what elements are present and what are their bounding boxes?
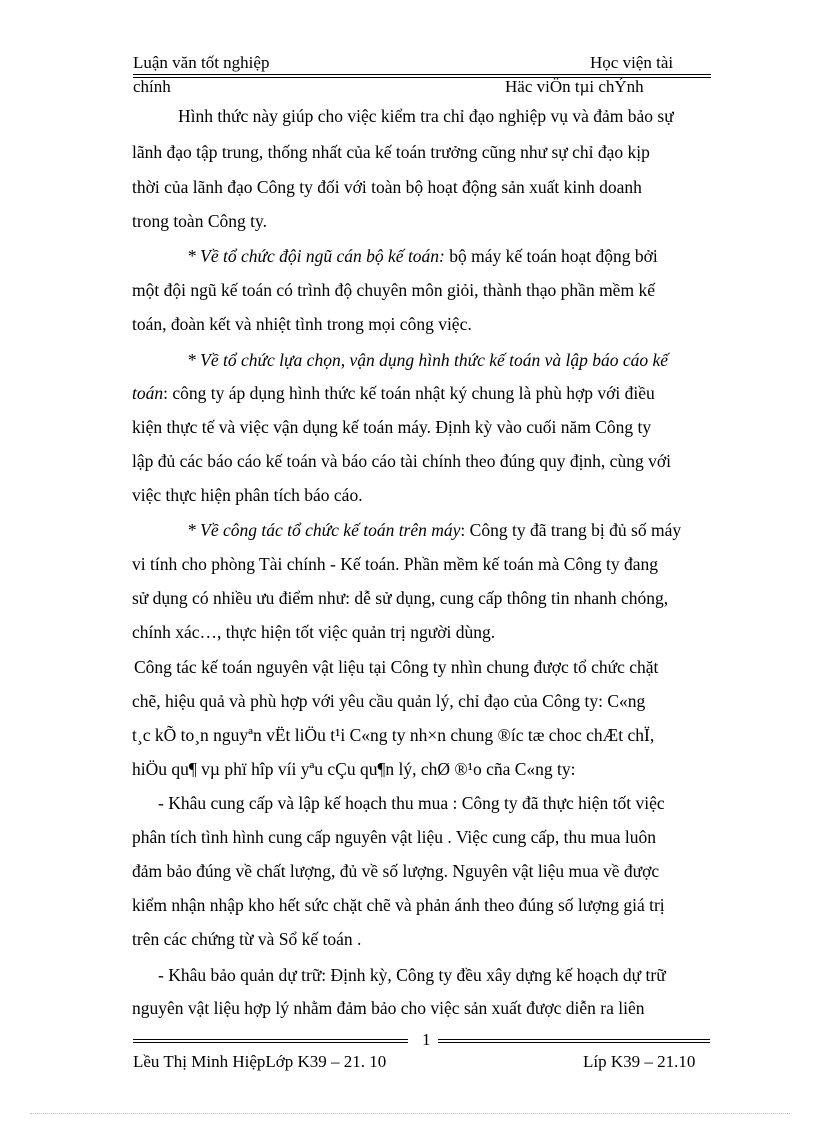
footer-rule-left-a bbox=[133, 1039, 408, 1040]
p3-line-3: kiện thực tế và việc vận dụng kế toán máy. Định kỳ vào cuối năm Công ty bbox=[132, 417, 652, 437]
p4-italic-lead: * Về công tác tổ chức kế toán trên máy bbox=[187, 520, 461, 540]
header-right-line1: Học viện tài bbox=[590, 53, 674, 72]
header-left-line1: Luận văn tốt nghiệp bbox=[133, 53, 270, 72]
p2-line-1 bbox=[187, 245, 658, 267]
p4-line-4: chính xác…, thực hiện tốt việc quản trị người dùng. bbox=[132, 622, 496, 642]
p1-line-1: Hình thức này giúp cho việc kiểm tra chỉ đạo nghiệp vụ và đảm bảo sự bbox=[178, 106, 674, 126]
p5-line-2: chẽ, hiệu quả và phù hợp với yêu cầu quản lý, chỉ đạo của Công ty: C«ng bbox=[132, 691, 646, 711]
p6-line-5: trên các chứng từ và Sổ kế toán . bbox=[132, 929, 362, 949]
p6-line-2: phân tích tình hình cung cấp nguyên vật liệu . Việc cung cấp, thu mua luôn bbox=[132, 827, 656, 847]
p4-line-1 bbox=[187, 519, 681, 541]
p7-line-2: nguyên vật liệu hợp lý nhằm đảm bảo cho việc sản xuất được diễn ra liên bbox=[132, 998, 645, 1018]
p3-line-5: việc thực hiện phân tích báo cáo. bbox=[132, 485, 363, 505]
p3-rest: : công ty áp dụng hình thức kế toán nhật ký chung là phù hợp với điều bbox=[163, 383, 655, 403]
p1-line-2: lãnh đạo tập trung, thống nhất của kế toán trưởng cũng như sự chỉ đạo kịp bbox=[132, 142, 650, 162]
footer-class: Líp K39 – 21.10 bbox=[583, 1052, 696, 1071]
p4-lead-rest: : Công ty đã trang bị đủ số máy bbox=[460, 520, 682, 540]
p3-italic-start: toán bbox=[132, 383, 164, 403]
header-rule-top bbox=[133, 74, 711, 75]
p4-line-3: sử dụng có nhiều ưu điểm như: dễ sử dụng, cung cấp thông tin nhanh chóng, bbox=[132, 588, 669, 608]
p6-line-4: kiểm nhận nhập kho hết sức chặt chẽ và phản ánh theo đúng số lượng giá trị bbox=[132, 895, 665, 915]
p3-italic-heading: * Về tổ chức lựa chọn, vận dụng hình thức kế toán và lập báo cáo kế bbox=[187, 350, 669, 370]
page-number: 1 bbox=[422, 1030, 431, 1049]
footer-rule-right-a bbox=[438, 1039, 710, 1040]
p2-lead-rest: bộ máy kế toán hoạt động bởi bbox=[444, 246, 658, 266]
footer-rule-right-b bbox=[438, 1042, 710, 1043]
p1-line-4: trong toàn Công ty. bbox=[132, 211, 267, 231]
p6-line-3: đảm bảo đúng về chất lượng, đủ về số lượng. Nguyên vật liệu mua về được bbox=[132, 861, 660, 881]
page-bottom-divider bbox=[30, 1113, 790, 1114]
header-left-line2: chính bbox=[133, 77, 171, 96]
p5-line-3: t¸c kÕ to¸n nguyªn vËt liÖu t¹i C«ng ty nh×n chung ®íc tæ choc chÆt chÏ, bbox=[132, 725, 655, 745]
p2-italic-lead: * Về tổ chức đội ngũ cán bộ kế toán: bbox=[187, 246, 445, 266]
p5-line-1: Công tác kế toán nguyên vật liệu tại Công ty nhìn chung được tổ chức chặt bbox=[134, 657, 659, 677]
p3-line-4: lập đủ các báo cáo kế toán và báo cáo tài chính theo đúng quy định, cùng với bbox=[132, 451, 671, 471]
footer-author: Lều Thị Minh HiệpLớp K39 – 21. 10 bbox=[133, 1052, 387, 1071]
p7-line-1: - Khâu bảo quản dự trữ: Định kỳ, Công ty đều xây dựng kế hoạch dự trữ bbox=[158, 965, 666, 985]
header-right-line2: Häc viÖn tµi chÝnh bbox=[505, 77, 644, 96]
p2-line-2: một đội ngũ kế toán có trình độ chuyên môn giỏi, thành thạo phần mềm kế bbox=[132, 280, 655, 300]
footer-rule-left-b bbox=[133, 1042, 408, 1043]
p1-line-3: thời của lãnh đạo Công ty đối với toàn bộ hoạt động sản xuất kinh doanh bbox=[132, 177, 642, 197]
p5-line-4: hiÖu qu¶ vµ phï hîp víi yªu cÇu qu¶n lý, chØ ®¹o cña C«ng ty: bbox=[132, 759, 576, 779]
p3-line-2 bbox=[132, 382, 655, 404]
p2-line-3: toán, đoàn kết và nhiệt tình trong mọi công việc. bbox=[132, 314, 472, 334]
p4-line-2: vi tính cho phòng Tài chính - Kế toán. Phần mềm kế toán mà Công ty đang bbox=[132, 554, 659, 574]
p6-line-1: - Khâu cung cấp và lập kế hoạch thu mua : Công ty đã thực hiện tốt việc bbox=[158, 793, 665, 813]
